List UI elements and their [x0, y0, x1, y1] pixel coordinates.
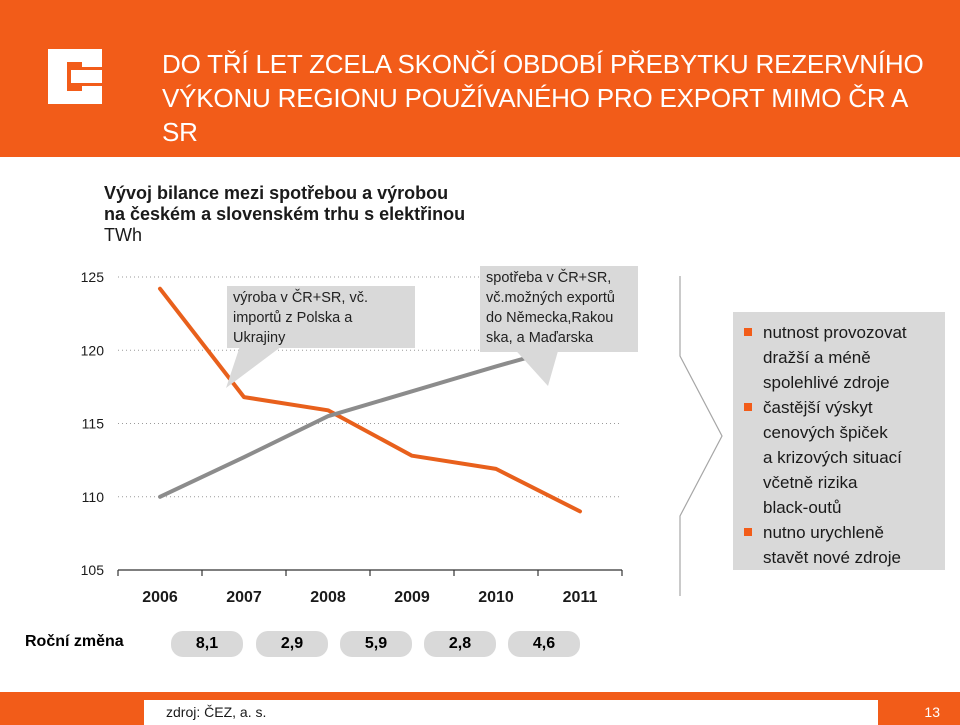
production-data-point	[411, 454, 414, 457]
consumption-annotation-line: vč.možných exportů	[486, 290, 615, 306]
annual-change-value: 2,8	[424, 631, 496, 657]
chart-title-line-2: na českém a slovenském trhu s elektřinou	[104, 204, 466, 224]
page-number: 13	[924, 704, 940, 720]
production-annotation-line: Ukrajiny	[233, 330, 286, 346]
conclusion-line: a krizových situací	[763, 448, 902, 467]
y-tick-label: 105	[80, 562, 104, 578]
consumption-annotation-line: ska, a Maďarska	[486, 330, 594, 346]
annual-change-value: 4,6	[508, 631, 580, 657]
consumption-annotation-line: spotřeba v ČR+SR,	[486, 270, 612, 286]
y-tick-label: 115	[81, 415, 104, 432]
square-bullet-icon	[744, 403, 752, 411]
chevron-arrow-icon	[680, 276, 722, 596]
square-bullet-icon	[744, 328, 752, 336]
x-tick-label: 2008	[310, 589, 346, 606]
conclusion-line: včetně rizika	[763, 473, 858, 492]
conclusion-line: nutno urychleně	[763, 523, 884, 542]
consumption-data-point	[159, 495, 162, 498]
x-tick-label: 2010	[478, 589, 514, 606]
chart-title-line-1: Vývoj bilance mezi spotřebou a výrobou	[104, 183, 449, 203]
conclusion-line: spolehlivé zdroje	[763, 373, 890, 392]
consumption-data-point	[495, 365, 498, 368]
consumption-data-point	[243, 456, 246, 459]
y-tick-label: 110	[81, 488, 104, 505]
page-title-line-1: DO TŘÍ LET ZCELA SKONČÍ OBDOBÍ PŘEBYTKU REZERVNÍHO	[162, 49, 924, 79]
conclusion-line: dražší a méně	[763, 348, 871, 367]
source-note: zdroj: ČEZ, a. s.	[144, 700, 878, 725]
consumption-data-point	[411, 390, 414, 393]
y-tick-label: 120	[80, 342, 104, 359]
x-tick-label: 2007	[226, 589, 262, 606]
x-tick-label: 2011	[562, 589, 598, 606]
consumption-annotation-line: do Německa,Rakou	[486, 310, 614, 326]
conclusion-line: cenových špiček	[763, 423, 888, 442]
chart-unit-label: TWh	[104, 225, 142, 245]
production-data-point	[159, 287, 162, 290]
annual-change-value: 2,9	[256, 631, 328, 657]
square-bullet-icon	[744, 528, 752, 536]
consumption-series-line	[160, 343, 580, 497]
conclusion-line: stavět nové zdroje	[763, 548, 901, 567]
production-annotation-line: výroba v ČR+SR, vč.	[233, 290, 368, 306]
conclusion-item	[741, 320, 937, 395]
annual-change-value: 8,1	[171, 631, 243, 657]
conclusion-item	[741, 395, 937, 520]
production-annotation	[227, 286, 415, 348]
conclusion-line: nutnost provozovat	[763, 323, 907, 342]
production-data-point	[579, 510, 582, 513]
annual-change-value: 5,9	[340, 631, 412, 657]
consumption-annotation	[480, 266, 638, 352]
production-data-point	[495, 467, 498, 470]
production-data-point	[327, 409, 330, 412]
conclusions-box	[733, 312, 945, 570]
annual-change-label: Roční změna	[25, 633, 124, 650]
consumption-data-point	[327, 415, 330, 418]
production-annotation-line: importů z Polska a	[233, 310, 353, 326]
y-tick-label: 125	[80, 269, 104, 285]
conclusion-line: častější výskyt	[763, 398, 873, 417]
conclusion-item	[741, 520, 937, 570]
production-data-point	[243, 396, 246, 399]
page-title-line-2: VÝKONU REGIONU POUŽÍVANÉHO PRO EXPORT MIMO ČR A SR	[162, 83, 907, 147]
x-tick-label: 2009	[394, 589, 430, 606]
conclusion-line: black-outů	[763, 498, 842, 517]
x-tick-label: 2006	[142, 589, 178, 606]
